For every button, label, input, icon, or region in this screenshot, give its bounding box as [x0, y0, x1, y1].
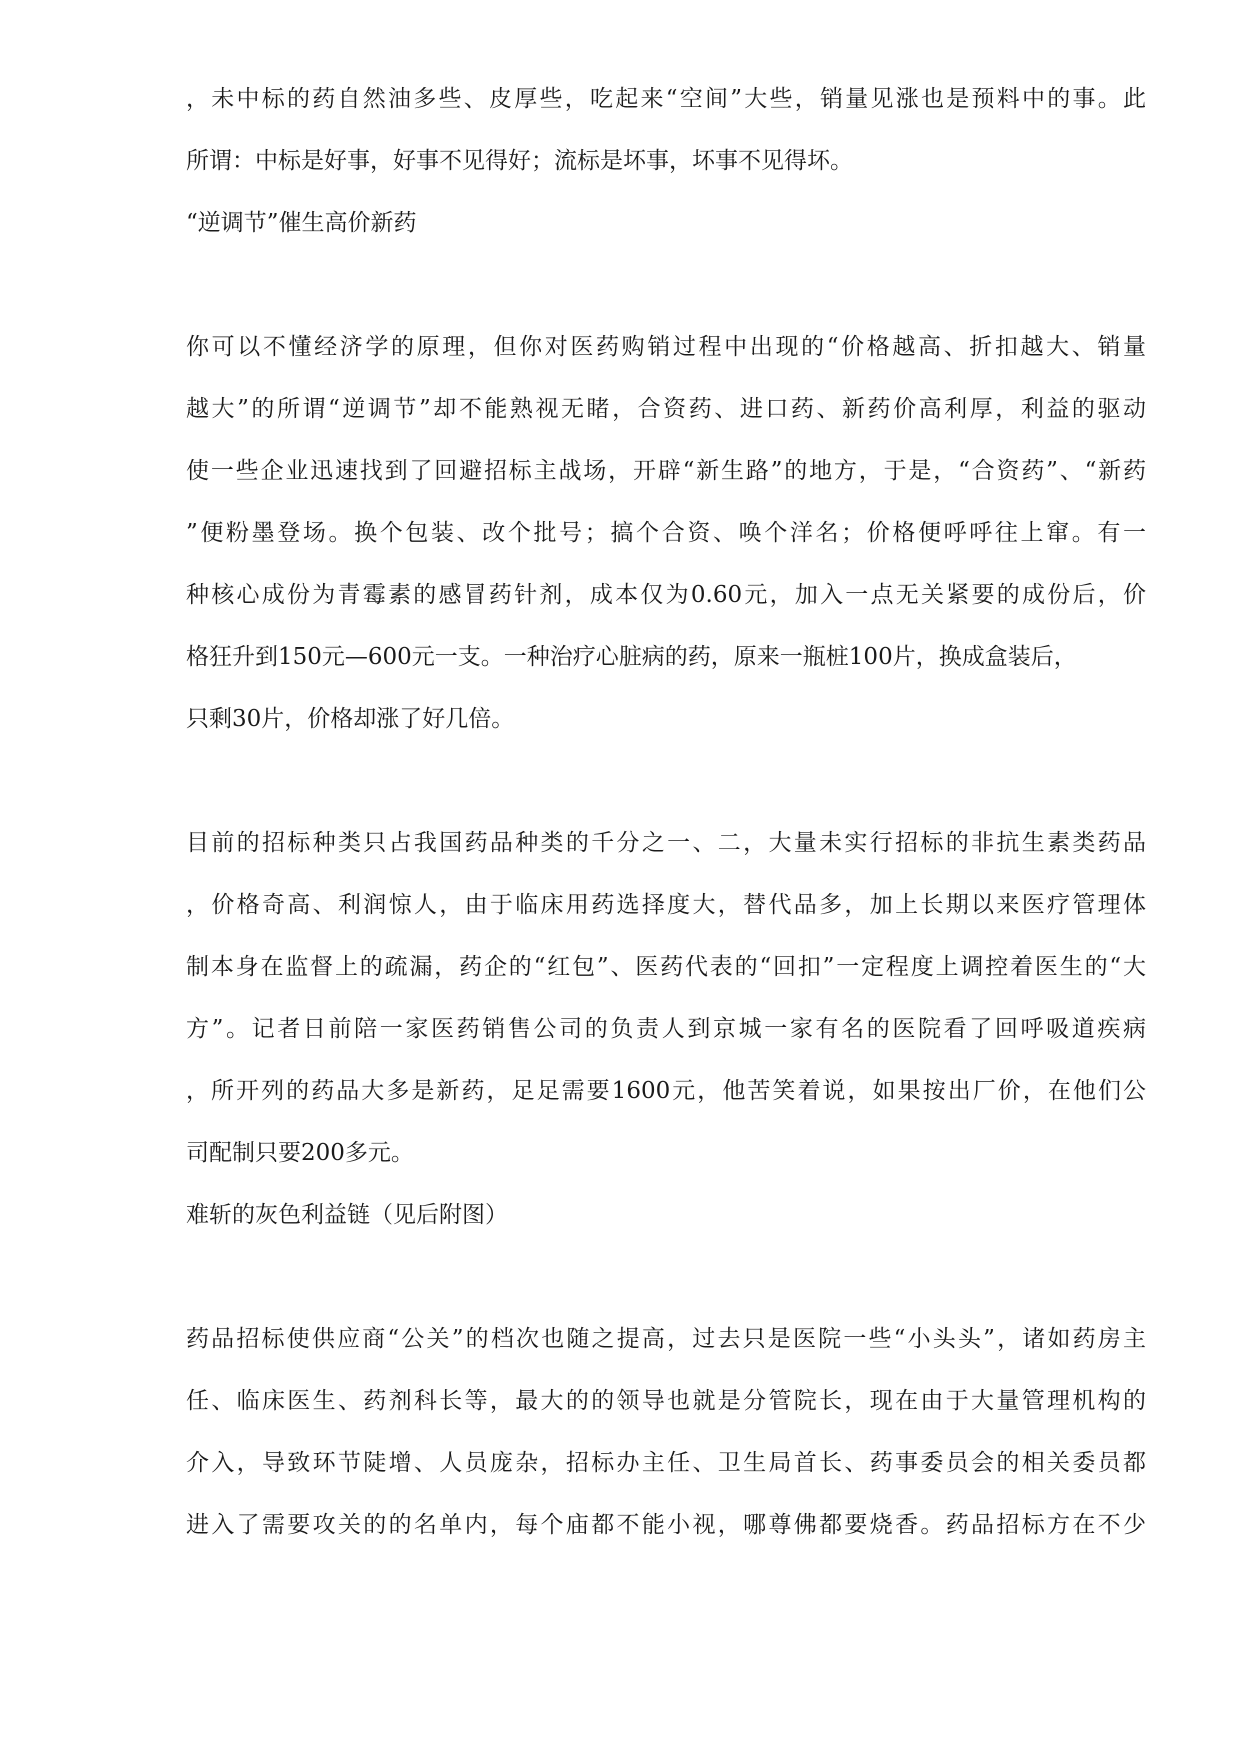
paragraph-gap	[186, 750, 1146, 812]
paragraph-line: 目前的招标种类只占我国药品种类的千分之一、二，大量未实行招标的非抗生素类药品	[186, 830, 1146, 856]
paragraph-line: 使一些企业迅速找到了回避招标主战场，开辟“新生路”的地方，于是，“合资药”、“新药	[186, 458, 1146, 484]
paragraph-line: ”便粉墨登场。换个包装、改个批号；搞个合资、唤个洋名；价格便呼呼往上窜。有一	[186, 520, 1146, 546]
paragraph-line: 只剩30片，价格却涨了好几倍。	[186, 706, 515, 732]
paragraph-line: 任、临床医生、药剂科长等，最大的的领导也就是分管院长，现在由于大量管理机构的	[186, 1388, 1146, 1414]
document-body	[186, 68, 1146, 1556]
paragraph-gap	[186, 254, 1146, 316]
paragraph-line: 方”。记者日前陪一家医药销售公司的负责人到京城一家有名的医院看了回呼吸道疾病	[186, 1016, 1146, 1042]
paragraph-line: 制本身在监督上的疏漏，药企的“红包”、医药代表的“回扣”一定程度上调控着医生的“大	[186, 954, 1146, 980]
paragraph-gap	[186, 1246, 1146, 1308]
paragraph-line: ，未中标的药自然油多些、皮厚些，吃起来“空间”大些，销量见涨也是预料中的事。此	[186, 86, 1146, 112]
paragraph-line: ，价格奇高、利润惊人，由于临床用药选择度大，替代品多，加上长期以来医疗管理体	[186, 892, 1146, 918]
paragraph-line: 格狂升到150元—600元一支。一种治疗心脏病的药，原来一瓶桩100片，换成盒装后，	[186, 644, 1077, 670]
paragraph-line: 越大”的所谓“逆调节”却不能熟视无睹，合资药、进口药、新药价高利厚，利益的驱动	[186, 396, 1146, 422]
section-heading: “逆调节”催生高价新药	[186, 210, 417, 236]
paragraph-line: 所谓：中标是好事，好事不见得好；流标是坏事，坏事不见得坏。	[186, 148, 853, 174]
paragraph-line: 进入了需要攻关的的名单内，每个庙都不能小视，哪尊佛都要烧香。药品招标方在不少	[186, 1512, 1146, 1538]
paragraph-line: 种核心成份为青霉素的感冒药针剂，成本仅为0.60元，加入一点无关紧要的成份后，价	[186, 582, 1146, 608]
paragraph-line: 你可以不懂经济学的原理，但你对医药购销过程中出现的“价格越高、折扣越大、销量	[186, 334, 1146, 360]
paragraph-line: 介入，导致环节陡增、人员庞杂，招标办主任、卫生局首长、药事委员会的相关委员都	[186, 1450, 1146, 1476]
paragraph-line: 药品招标使供应商“公关”的档次也随之提高，过去只是医院一些“小头头”，诸如药房主	[186, 1326, 1146, 1352]
paragraph-line: 司配制只要200多元。	[186, 1140, 414, 1166]
paragraph-line: ，所开列的药品大多是新药，足足需要1600元，他苦笑着说，如果按出厂价，在他们公	[186, 1078, 1146, 1104]
section-heading: 难斩的灰色利益链（见后附图）	[186, 1202, 508, 1228]
